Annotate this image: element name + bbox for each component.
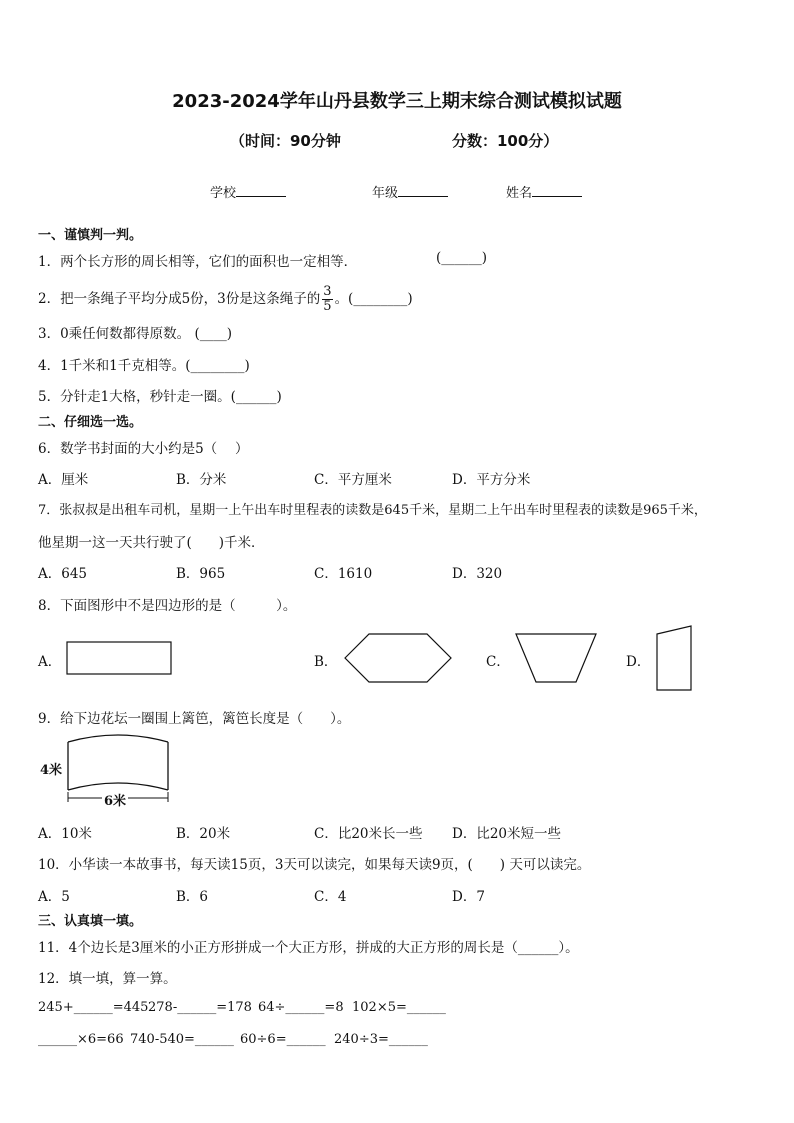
q6-option-d[interactable]: D．平方分米 (452, 472, 531, 488)
bottom-length-label: 6米 (102, 790, 128, 809)
question-12: 12．填一填，算一算。 (38, 971, 177, 987)
question-2-answer[interactable]: 。(________) (334, 291, 413, 307)
fraction-denominator: 5 (323, 299, 332, 314)
question-4: 4．1千米和1千克相等。(________) (38, 358, 250, 374)
question-2 (38, 285, 413, 314)
question-2-text: 2．把一条绳子平均分成5份，3份是这条绳子的 (38, 291, 321, 307)
q10-option-d[interactable]: D．7 (452, 889, 485, 905)
name-label: 姓名 (506, 186, 533, 201)
grade-blank[interactable] (398, 184, 448, 197)
grade-field[interactable] (372, 182, 448, 201)
calc-4[interactable]: 102×5=______ (352, 1000, 446, 1015)
q10-option-a[interactable]: A．5 (38, 889, 70, 905)
section-heading-1: 一、谨慎判一判。 (38, 228, 143, 243)
calc-6[interactable]: 740-540=______ (130, 1032, 234, 1047)
rectangle-shape (66, 641, 172, 675)
calc-5[interactable]: ______×6=66 (38, 1032, 124, 1047)
q6-option-c[interactable]: C．平方厘米 (314, 472, 392, 488)
calc-3[interactable]: 64÷______=8 (258, 1000, 344, 1015)
calc-1[interactable]: 245+______=445 (38, 1000, 149, 1015)
calc-8[interactable]: 240÷3=______ (334, 1032, 428, 1047)
question-11: 11．4个边长是3厘米的小正方形拼成一个大正方形，拼成的大正方形的周长是（______）。 (38, 940, 579, 956)
q7-option-a[interactable]: A．645 (38, 566, 88, 582)
question-8: 8．下面图形中不是四边形的是（ ）。 (38, 598, 297, 614)
q8-option-b[interactable]: B． (314, 654, 338, 670)
exam-time: （时间：90分钟 (230, 132, 341, 150)
question-7-line-1: 7．张叔叔是出租车司机，星期一上午出车时里程表的读数是645千米，星期二上午出车时里程表的读数是965千米， (38, 503, 707, 518)
question-3: 3．0乘任何数都得原数。 (____) (38, 326, 233, 342)
hexagon-shape (343, 632, 453, 684)
q8-option-a[interactable]: A． (38, 654, 62, 670)
question-5: 5．分针走1大格，秒针走一圈。(______) (38, 389, 282, 405)
section-heading-3: 三、认真填一填。 (38, 914, 143, 929)
question-10: 10．小华读一本故事书，每天读15页，3天可以读完，如果每天读9页，( ) 天可以读完。 (38, 857, 591, 873)
section-heading-2: 二、仔细选一选。 (38, 415, 143, 430)
fraction (322, 285, 332, 314)
q9-option-b[interactable]: B．20米 (176, 826, 231, 842)
exam-score: 分数：100分） (452, 132, 559, 150)
q7-option-c[interactable]: C．1610 (314, 566, 373, 582)
q8-option-d[interactable]: D． (626, 654, 651, 670)
q10-option-b[interactable]: B．6 (176, 889, 209, 905)
calc-2[interactable]: 278-______=178 (148, 1000, 252, 1015)
school-field[interactable] (210, 182, 286, 201)
side-length-label: 4米 (40, 763, 63, 778)
fraction-numerator: 3 (323, 284, 332, 299)
calc-7[interactable]: 60÷6=______ (240, 1032, 326, 1047)
question-1: 1．两个长方形的周长相等，它们的面积也一定相等． (38, 254, 358, 270)
q6-option-b[interactable]: B．分米 (176, 472, 227, 488)
trapezoid-shape (514, 632, 598, 684)
q9-option-a[interactable]: A．10米 (38, 826, 92, 842)
q9-option-c[interactable]: C．比20米长一些 (314, 826, 423, 842)
school-label: 学校 (210, 186, 237, 201)
name-field[interactable] (506, 182, 582, 201)
q6-option-a[interactable]: A．厘米 (38, 472, 89, 488)
q10-option-c[interactable]: C．4 (314, 889, 347, 905)
school-blank[interactable] (236, 184, 286, 197)
question-1-answer[interactable]: (______) (436, 250, 488, 266)
question-7-line-2: 他星期一这一天共行驶了( )千米． (38, 535, 265, 551)
q7-option-b[interactable]: B．965 (176, 566, 226, 582)
q9-option-d[interactable]: D．比20米短一些 (452, 826, 562, 842)
grade-label: 年级 (372, 186, 399, 201)
right-trapezoid-shape (655, 624, 693, 692)
name-blank[interactable] (532, 184, 582, 197)
q7-option-d[interactable]: D．320 (452, 566, 503, 582)
question-6: 6．数学书封面的大小约是5（ ） (38, 441, 249, 457)
question-9: 9．给下边花坛一圈围上篱笆，篱笆长度是（ ）。 (38, 711, 351, 727)
page-title: 2023-2024学年山丹县数学三上期末综合测试模拟试题 (172, 91, 622, 112)
q8-option-c[interactable]: C． (486, 654, 510, 670)
